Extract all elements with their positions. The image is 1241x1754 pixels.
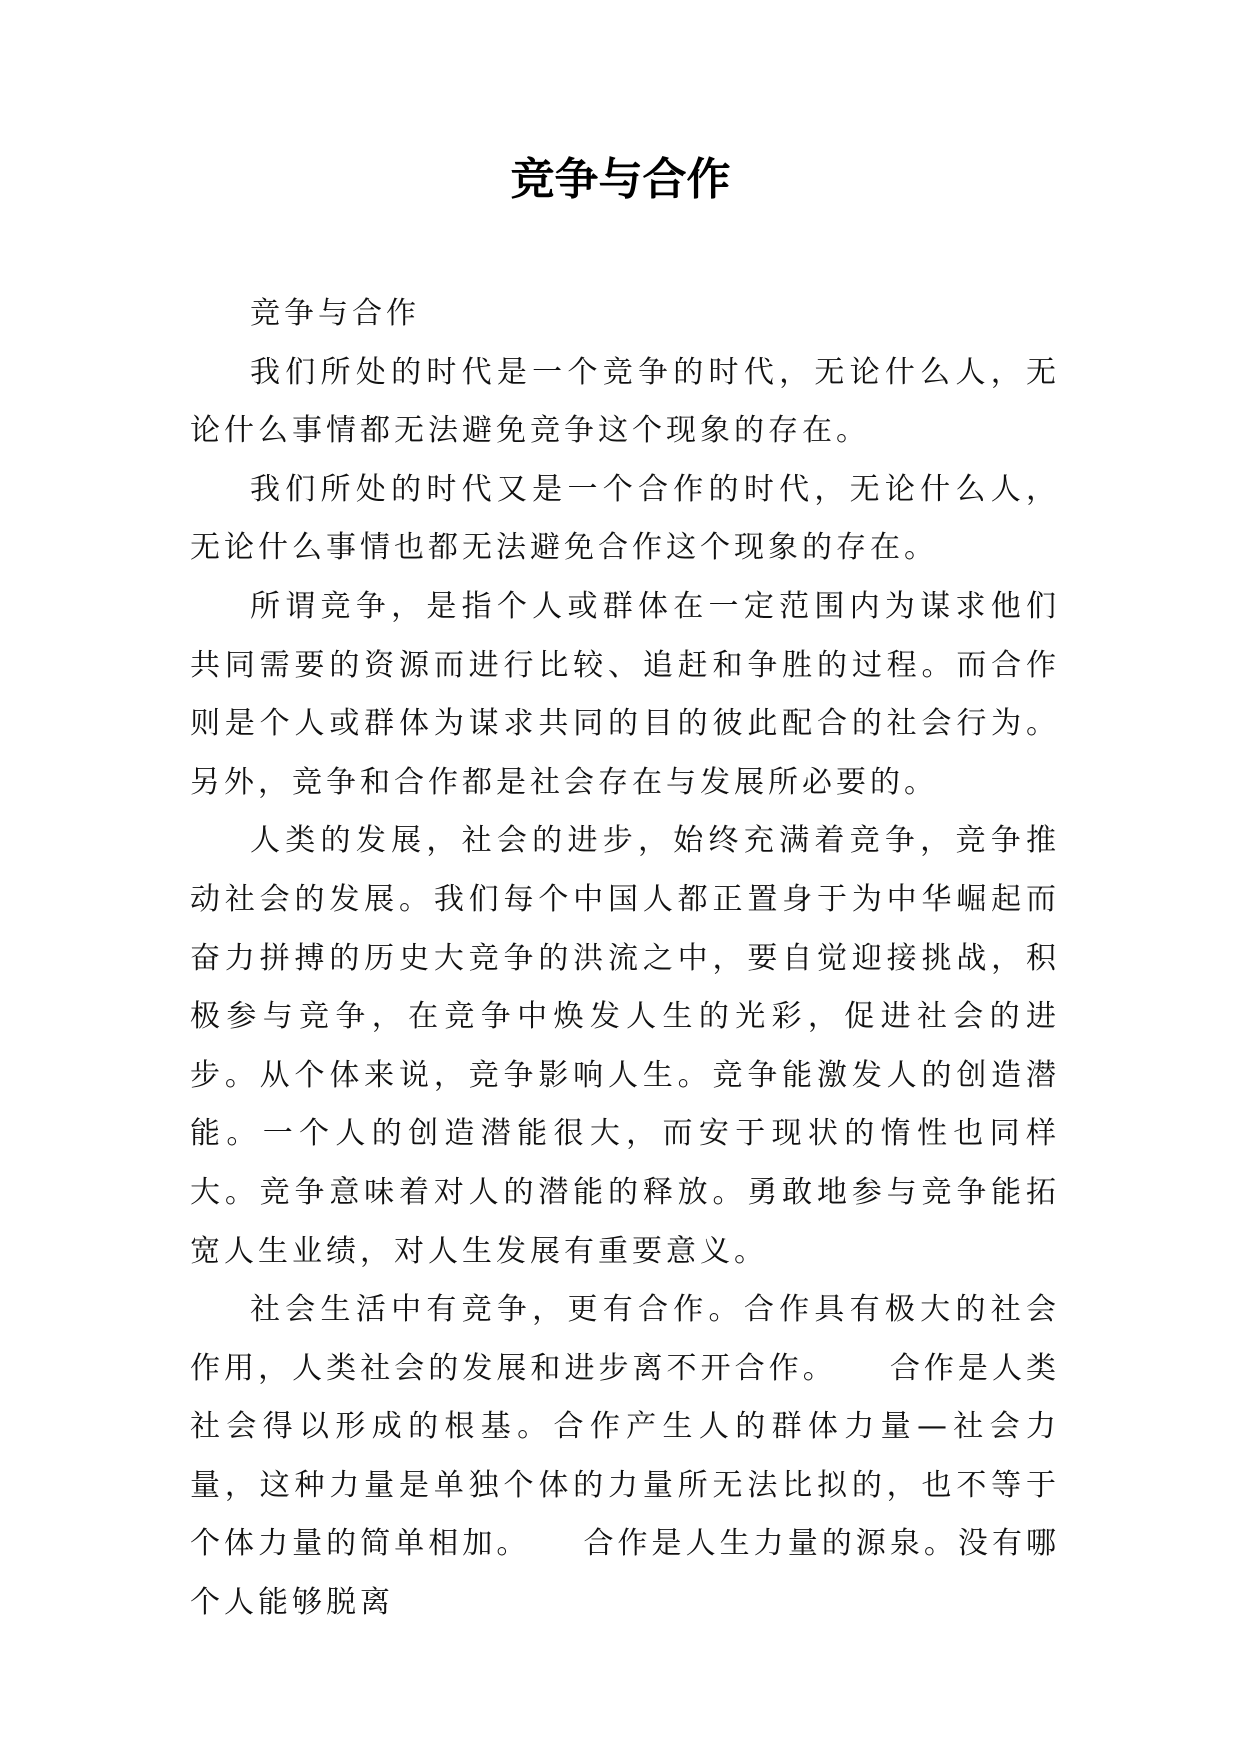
paragraph: 所谓竞争，是指个人或群体在一定范围内为谋求他们共同需要的资源而进行比较、追赶和争胜的过程。而合作则是个人或群体为谋求共同的目的彼此配合的社会行为。另外，竞争和合作都是社会存在与发展所必要的。 — [190, 588, 1060, 800]
document-body — [190, 285, 1060, 1633]
paragraph: 社会生活中有竞争，更有合作。合作具有极大的社会作用，人类社会的发展和进步离不开合作。 合作是人类社会得以形成的根基。合作产生人的群体力量—社会力量，这种力量是单独个体的力量所无法比拟的，也不等于个体力量的简单相加。 合作是人生力量的源泉。没有哪个人能够脱离 — [190, 1292, 1060, 1621]
paragraph: 人类的发展，社会的进步，始终充满着竞争，竞争推动社会的发展。我们每个中国人都正置身于为中华崛起而奋力拼搏的历史大竞争的洪流之中，要自觉迎接挑战，积极参与竞争，在竞争中焕发人生的光彩，促进社会的进步。从个体来说，竞争影响人生。竞争能激发人的创造潜能。一个人的创造潜能很大，而安于现状的惰性也同样大。竞争意味着对人的潜能的释放。勇敢地参与竞争能拓宽人生业绩，对人生发展有重要意义。 — [190, 823, 1060, 1269]
paragraph: 我们所处的时代又是一个合作的时代，无论什么人，无论什么事情也都无法避免合作这个现象的存在。 — [190, 471, 1060, 566]
paragraph: 我们所处的时代是一个竞争的时代，无论什么人，无论什么事情都无法避免竞争这个现象的存在。 — [190, 354, 1060, 449]
document-title: 竞争与合作 — [510, 154, 731, 205]
paragraph: 竞争与合作 — [250, 296, 420, 331]
